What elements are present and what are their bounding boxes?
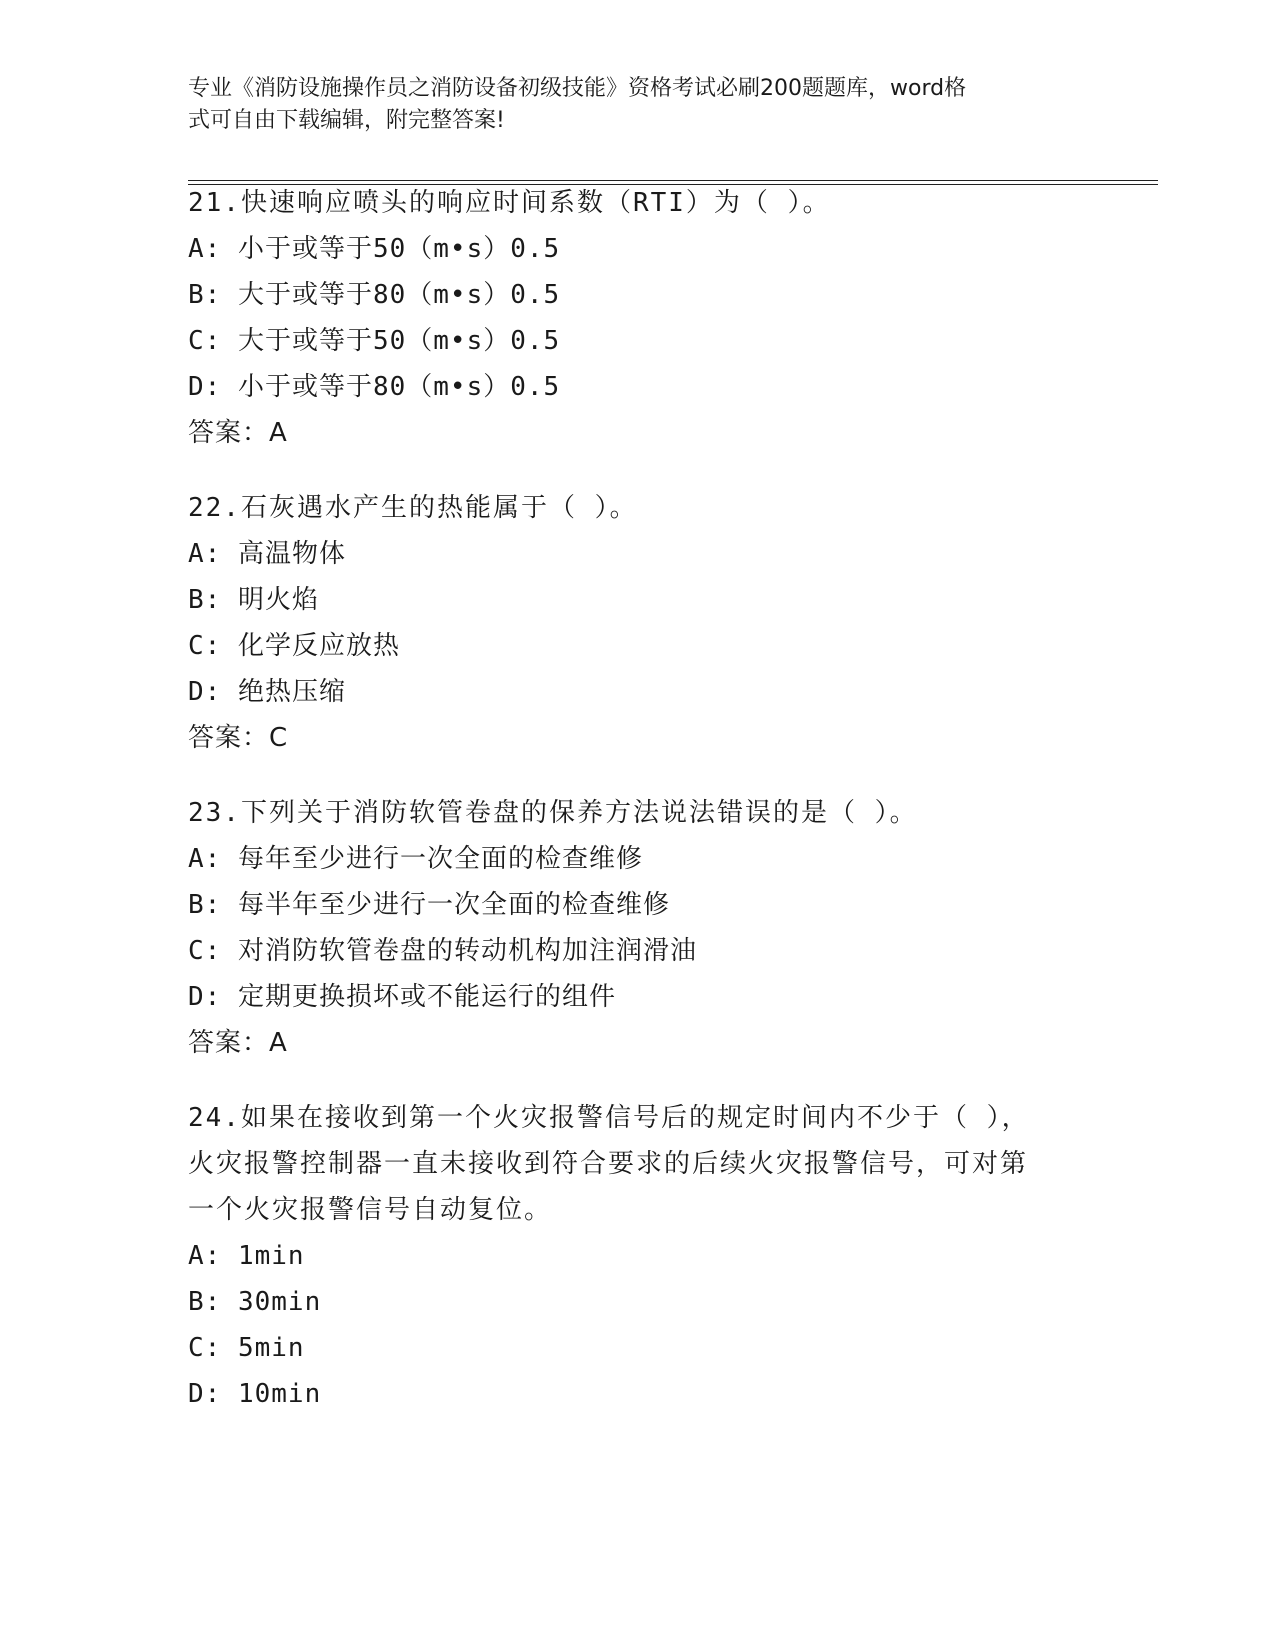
option-b: B: 30min	[188, 1287, 322, 1317]
option-a: A: 每年至少进行一次全面的检查维修	[188, 844, 643, 874]
question-21	[188, 180, 1088, 456]
question-stem-line-2: 火灾报警控制器一直未接收到符合要求的后续火灾报警信号，可对第	[188, 1149, 1029, 1179]
option-d: D: 定期更换损坏或不能运行的组件	[188, 982, 616, 1012]
option-b: B: 大于或等于80（m•s）0.5	[188, 280, 561, 310]
answer-label: 答案：A	[188, 1028, 288, 1058]
header-line-1: 专业《消防设施操作员之消防设备初级技能》资格考试必刷200题题库，word格	[188, 76, 967, 101]
question-23	[188, 790, 1088, 1066]
option-b: B: 明火焰	[188, 585, 319, 615]
option-c: C: 5min	[188, 1333, 305, 1363]
option-c: C: 大于或等于50（m•s）0.5	[188, 326, 561, 356]
option-b: B: 每半年至少进行一次全面的检查维修	[188, 890, 670, 920]
option-d: D: 10min	[188, 1379, 322, 1409]
question-24	[188, 1095, 1088, 1417]
question-stem: 21.快速响应喷头的响应时间系数（RTI）为（ ）。	[188, 188, 831, 218]
option-a: A: 高温物体	[188, 539, 346, 569]
option-a: A: 1min	[188, 1241, 305, 1271]
answer-label: 答案：A	[188, 418, 288, 448]
option-c: C: 化学反应放热	[188, 631, 400, 661]
question-stem-line-1: 24.如果在接收到第一个火灾报警信号后的规定时间内不少于（ ），	[188, 1103, 1030, 1133]
header-line-2: 式可自由下载编辑，附完整答案!	[188, 108, 505, 133]
option-a: A: 小于或等于50（m•s）0.5	[188, 234, 561, 264]
question-stem-line-3: 一个火灾报警信号自动复位。	[188, 1195, 553, 1225]
question-stem: 23.下列关于消防软管卷盘的保养方法说法错误的是（ ）。	[188, 798, 918, 828]
option-d: D: 绝热压缩	[188, 677, 346, 707]
option-d: D: 小于或等于80（m•s）0.5	[188, 372, 561, 402]
option-c: C: 对消防软管卷盘的转动机构加注润滑油	[188, 936, 697, 966]
document-header	[188, 73, 1088, 137]
answer-label: 答案：C	[188, 723, 289, 753]
question-stem: 22.石灰遇水产生的热能属于（ ）。	[188, 493, 638, 523]
question-22	[188, 485, 1088, 761]
